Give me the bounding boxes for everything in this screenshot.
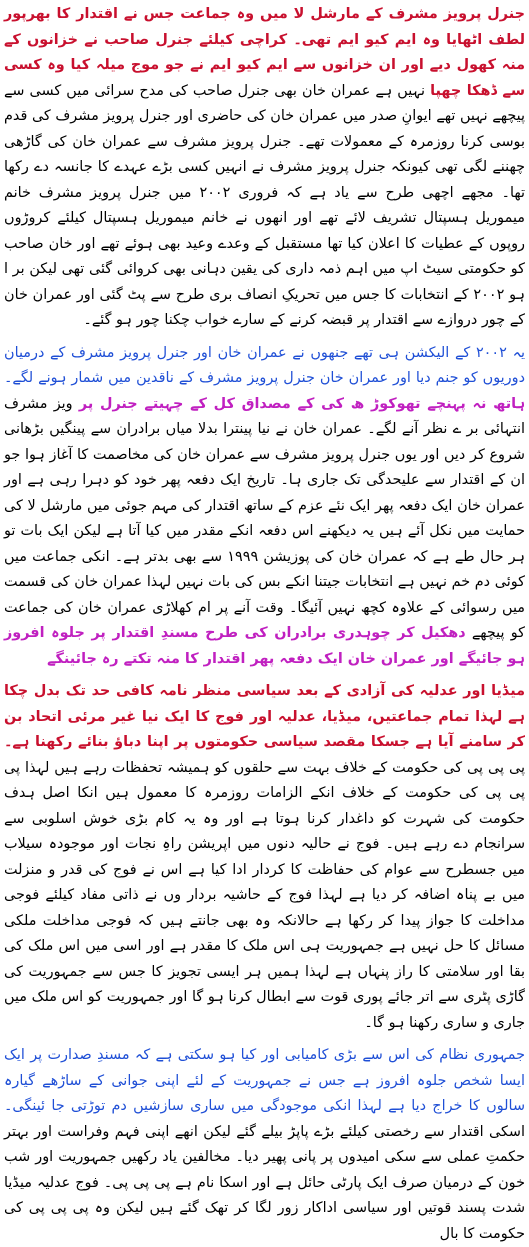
paragraph-gap — [4, 1036, 525, 1043]
paragraph-gap — [4, 334, 525, 341]
paragraph-1-body: نہیں ہے عمران خان بھی جنرل صاحب کی مدح سرائی میں کسی سے پیچھے نہیں تھے ایوانِ صدر میں عمران خان کی حاضری اور جنرل پرویز مشرف کی قدم بوسی کرنا روزمرہ کے معمولات تھے۔ جنرل پرویز مشرف سے عمران خان کی گاڑھی چھننے لگی تھی کیونکہ جنرل پرویز مشرف نے انہیں کسی بڑے عہدے کا جانسہ دے رکھا تھا۔ مجھے اچھی طرح سے یاد ہے کہ فروری ۲۰۰۲ میں جنرل پرویز مشرف خانم میموریل ہسپتال تشریف لائے تھے اور انھوں نے خانم میموریل ہسپتال کیلئے کروڑوں روپوں کے عطیات کا اعلان کیا تھا مستقبل کے وعدے وعید بھی ہوئے تھے اور خان صاحب کو حکومتی سیٹ اپ میں اہم ذمہ داری کی یقین دہانی بھی کروائی گئی تھی لیکن بر ا ہو ۲۰۰۲ کے انتخابات کا جس میں تحریکِ انصاف بری طرح سے پٹ گئی اور عمران خان کے چور دروازے سے اقتدار پر قبضہ کرنے کے سارے خواب چکنا چور ہو گئے۔ — [4, 82, 526, 328]
paragraph-2-conclusion: دھکیل کر چوہدری برادران کی طرح مسندِ اقتدار پر جلوہ افروز ہو جائیگے اور عمران خان ایک دفعہ پھر اقتدار کا منہ تکتے رہ جائینگے — [4, 625, 525, 667]
paragraph-1-highlight: جنرل پرویز مشرف کے مارشل لا میں وہ جماعت جس نے اقتدار کا بھرپور لطف اٹھایا وہ ایم کیو ایم تھی۔ کراچی کیلئے جنرل صاحب نے خزانوں کے منہ کھول دیے اور ان خزانوں سے ایم کیو ایم نے جو موج میلہ کیا وہ کسی سے ڈھکا چھپا — [4, 6, 525, 99]
paragraph-2-body: ویز مشرف انتہائی بر ے نظر آنے لگے۔ عمران خان نے نیا پینترا بدلا میاں برادران سے پینگیں بڑھانی شروع کر دیں اور یوں جنرل پرویز مشرف سے عمران خان کی مخاصمت کا آغاز ہوا جو ان کے اقتدار سے علیحدگی تک جاری ہا۔ تاریخ ایک دفعہ پھر خود کو دہرا رہی ہے اور عمران خان ایک دفعہ پھر ایک نئے عزم کے ساتھ اقتدار کی مہم جوئی میں مارشل لا کی حمایت میں نکل آئے ہیں یہ دیکھنے اس دفعہ انکے مقدر میں کیا آتا ہے لیکن ایک بات تو ہر حال طے ہے کہ عمران خان کی پوزیشن ۱۹۹۹ سے بھی بدتر ہے۔ انکی جماعت میں کوئی دم خم نہیں ہے انتخابات جیتنا انکے بس کی بات نہیں لہذا عمران خان کی قسمت میں رسوائی کے علاوہ کچھ نہیں آئیگا۔ وقت آنے پر ام کھلاڑی عمران خان کی جماعت کو پیچھے — [4, 395, 525, 641]
paragraph-3-body: پی پی پی کی حکومت کے خلاف بہت سے حلقوں کو ہمیشہ تحفظات رہے ہیں لہذا پی پی پی کی حکومت کے خلاف انکے الزامات روزمرہ کا معمول ہیں انکا اصل ہدف حکومت کی شہرت کو داغدار کرنا ہوتا ہے اور وہ یہ کام بڑی خوش اسلوبی سے سرانجام دے رہے ہیں۔ فوج نے حالیہ دنوں میں اپریشن راہِ نجات اور موجودہ سیلاب میں جسطرح سے عوام کی حفاظت کا کردار ادا کیا ہے اس نے فوج کی قدر و منزلت میں بے پناہ اضافہ کر دیا ہے لہذا فوج کے حاشیہ بردار وں نے ذاتی مفاد کیلئے فوجی مداخلت کا جواز پیدا کر رکھا ہے حالانکہ وہ بھی جانتے ہیں کہ فوجی مداخلت ملکی مسائل کا حل نہیں ہے جمہوریت ہی اس ملک کا مقدر ہے اور اسی میں اس ملک کی بقا اور سلامتی کا راز پنہاں ہے لہذا ہمیں ہر ایسی تجویز کا جس سے جمہوریت کی گاڑی پٹری سے اتر جائے پوری قوت سے ابطال کرنا ہو گا اور جمہوریت کو اس ملک میں جاری و ساری رکھنا ہو گا۔ — [4, 759, 525, 1031]
paragraph-2-proverb: ہاتھ نہ پہنچے تھوکوڑ ھ کی کے مصداق کل کے چہیتے جنرل پر — [78, 395, 526, 412]
paragraph-gap — [4, 672, 525, 679]
paragraph-1 — [4, 2, 525, 334]
paragraph-4-body: اسکی اقتدار سے رخصتی کیلئے بڑے پاپڑ بیلے گئے لیکن انھے اپنی فہم وفراست اور بہتر حکمتِ عملی سے سکی امیدوں پر پانی پھیر دیا۔ مخالفین یاد رکھیں جمہوریت اور شب خون کے درمیان صرف ایک پارٹی حائل ہے اور اسکا نام ہے پی پی پی۔ فوج عدلیہ میڈیا شدت پسند قوتیں اور سیاسی اداکار زور لگا کر تھک گئے ہیں لیکن وہ پی پی پی کی حکومت کا بال — [4, 1123, 525, 1242]
paragraph-4 — [4, 1043, 525, 1247]
paragraph-2 — [4, 341, 525, 673]
paragraph-3-highlight: میڈیا اور عدلیہ کی آزادی کے بعد سیاسی منظر نامہ کافی حد تک بدل چکا ہے لہذا تمام جماعتیں، میڈیا، عدلیہ اور فوج کا ایک نیا غیر مرئی اتحاد بن کر سامنے آیا ہے جسکا مقصد سیاسی حکومتوں پر اپنا دباؤ بنائے رکھنا ہے۔ — [4, 683, 525, 750]
paragraph-4-intro: جمہوری نظام کی اس سے بڑی کامیابی اور کیا ہو سکتی ہے کہ مسندِ صدارت پر ایک ایسا شخص جلوہ افروز ہے جس نے جمہوریت کے لئے اپنی جوانی کے ساڑھے گیارہ سالوں کا خراج دیا ہے لہذا انکی موجودگی میں ساری سازشیں دم توڑتی جا ئینگی۔ — [4, 1047, 525, 1114]
paragraph-3 — [4, 679, 525, 1036]
paragraph-2-intro: یہ ۲۰۰۲ کے الیکشن ہی تھے جنھوں نے عمران خان اور جنرل پرویز مشرف کے درمیان دوریوں کو جنم دیا اور عمران خان جنرل پرویز مشرف کے ناقدین میں شمار ہونے لگے۔ — [4, 344, 526, 386]
